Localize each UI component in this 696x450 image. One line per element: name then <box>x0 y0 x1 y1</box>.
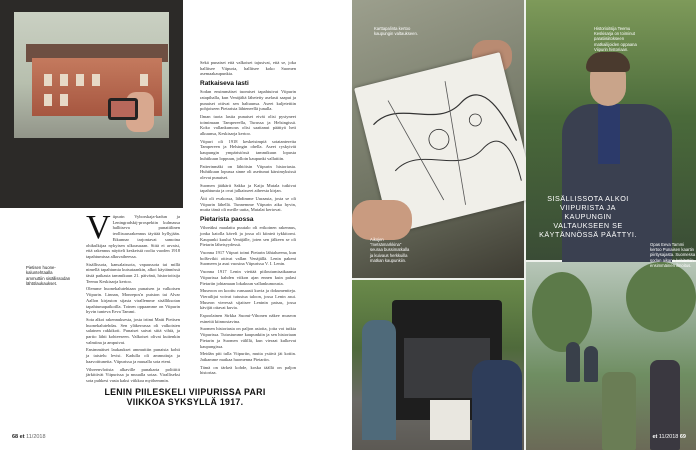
article-column-1 <box>86 209 180 386</box>
paragraph: Ensimmäiset laukaukset ammuttiin punaisia kohti ja taistelu levisi. Kadulla oli ammuttuja ja haavoittuneita. Viipurissa ja muualla sota eteni. <box>86 347 180 364</box>
person <box>584 346 598 382</box>
drop-cap: V <box>86 209 111 246</box>
paragraph: Sodan ensimmäiset tuomiset tapahtuivat Viipurin ratapihalla, kun Venäjältä lähetetty aselasti saapui ja punaiset ottivat sen haltuunsa. Aseet kuljetettiin pohjoiseen Pietarista lähteneellä junalla. <box>200 89 296 112</box>
paragraph: Suomen historiasta on paljon asioita, joita voi tutkia Viipurissa. Tutustumme kaupunkiin ja sen historiaan Pietarin ja Suomen välillä, kun vieraat kulkevat kaupungissa. <box>200 326 296 349</box>
page-folio-left <box>12 434 46 440</box>
page-folio-right <box>652 434 686 440</box>
person <box>362 320 396 440</box>
paragraph: Vuonna 1917 Lenin viettää piiloutumisaikaansa Viipurissa kahden viikon ajan ennen kuin palasi Pietariin johtamaan lokakuun vallankumousta. <box>200 269 296 286</box>
pull-quote-right: SISÄLLISSOTA ALKOI VIIPURISTA JA KAUPUNGIN VALTAUKSEEN SE KÄYTÄNNÖSSÄ PÄÄTTYI. <box>539 194 637 239</box>
paragraph: Museoon on koottu runsaasti kuvia ja dokumentteja. Vierailijat voivat tutustua taloon, jossa Lenin asui. Museon vieressä sijaitsee Leninin patsas, jossa kävijät ottavat kuvia. <box>200 288 296 311</box>
magazine-name: et <box>19 434 25 440</box>
paragraph: Vuonna 1917 Viipuri toimi Pietarin lähialueena, kun bolševikit ottivat vallan Venäjällä. Lenin pakeni Suomeen ja asui vuosina Viipurissa V. I. Lenin. <box>200 249 296 267</box>
bag <box>430 400 470 440</box>
paragraph: Patterinmäki on lähtöisin Viipurin historiasta. Huhtikuun lopussa sinne oli asettunut kärsimyksissä olevat punaiset. <box>200 163 296 180</box>
page-number: 69 <box>679 434 686 440</box>
crowd-caption: Aikojen "metsämarkkina" seuraa bussimatkalla ja kuivaus herkkuilla matkan kaupunkiin. <box>370 237 410 263</box>
crowd-photo <box>352 280 524 450</box>
person <box>472 360 522 450</box>
hand <box>352 200 412 240</box>
paragraph: Sisällissota, kansalaissota, vapaussota tai millä nimellä tapahtumia kutsutaankin, alkoi käytännössä tästä paikasta tammikuun 21. päivänä, historioitsija Teemu Keskisarja kertoo. <box>86 261 180 284</box>
pull-quote: LENIN PIILESKELI VIIPURISSA PARI VIIKKOA SYKSYLLÄ 1917. <box>104 387 266 407</box>
paragraph: iipurin Vyborskaja-kadun ja Leningradskij-prospektin kulmassa hallitseva punatiilinen teollisuusrakennus täyttää hyllyjään. Eikunnar tarjontavat samoina ohikulkijaa nykyisen ulkoasuaan. Siitä ei arvaisi, että rakennus näytteli keskeistä roolia vuoden 1918 tapahtumissa alkuvaiheessa. <box>86 214 180 259</box>
tour-photo <box>526 242 696 450</box>
person <box>602 372 636 450</box>
section-heading: Pietarista paossa <box>200 216 254 224</box>
article-column-2 <box>200 60 296 378</box>
paragraph: Sekä punaiset että valkoiset tajusivat, että se, joka hallitsee Viipuria, hallitsee koko Suomen asemaakaupunkia. <box>200 60 296 77</box>
map-caption: Karttapalinta kertoo kaupungin valtaukseen. <box>374 26 419 37</box>
historian-caption: Historioitsija Teemu Keskisarja on toiminut paratiisiitokseen matkailijoiden oppaana Viipurin historiaan. <box>594 26 637 52</box>
issue-number: 11/2018 <box>26 434 46 440</box>
paragraph: Äiti oli evakossa, lähdimme Uuraasta, josta se oli Viipurin lähellä. Tunnemme Viipurin aika hyvin, mutta tämä oli meille uutta, Mutalat kertovat. <box>200 196 296 213</box>
bus-window-photo <box>0 0 183 208</box>
paragraph: Meidän piti tulla Viipuriin, mutta ystävä jäi kotiin. Jatkamme matkaa huomenna Pietariin. <box>200 351 296 362</box>
issue-number: 11/2018 <box>658 434 679 440</box>
paragraph: Vihreäksi maalattu puutalo oli erikoinen rakennus, jonka katolla käveli ja jossa oli kiinteä tykkitorni. Kaupunki kuului Venäjälle, joten sen jälkeen se oli Pietarin läheisyydessä. <box>200 225 296 248</box>
bus-window-frame <box>0 0 183 208</box>
paragraph: Ilman tuota lastia punaiset eivät olisi pystyneet toimimaan Tampereella, Turussa ja Helsingissä. Koko vallankumous olisi saattanut päättyä heti alkuunsa, Keskisarja kertoo. <box>200 113 296 137</box>
shirt <box>598 104 620 164</box>
paragraph: Viipuri oli 1918 keskeisimpiä sotatantereita Tampereen ja Helsingin ohella. Aseet ryskyivät kaupungin ympäristössä tammikuun lopusta huhtikuun loppuun, jolloin kaupunki vallattiin. <box>200 138 296 161</box>
person <box>566 342 580 382</box>
paragraph: Tämä on tärkeä kohde, koska täällä on paljon historiaa. <box>200 364 296 376</box>
right-page <box>352 0 696 450</box>
paragraph: Vihreenvlotista alkaville punakarta politiitit järkittivät Viipurissa ja muualla sotaa. Viralliseksi sota puhkesi vasta kaksi viikkoa myöhemmin. <box>86 366 180 383</box>
paragraph: Suomen jääkärit Sakka ja Kaija Mutala tutkivat tapahtumia ja ovat julkaisseet aiheesta kirjan. <box>200 182 296 194</box>
paragraph: Sota alkoi rakennuksesta, josta irtimi Matti Pietisen huonekalutehdas. Sen yläkerrassa oli valkoisten salainen rakkikoti. Punaiset saivat siitä vihiä, ja partio lähti kohteeseen. Valkoiset olivat kuitenkin valmiina ja ampuivat. <box>86 316 180 345</box>
paragraph: Olemme huonekalutehtaan punaisen ja valkoisen Viipurin. Linnan, Monrepos'n puiston tai Alvar Aallon kirjaston sijasta virallemme sisälliksotan tapahtumapaikoilla. Toinen oppaamme on Viipurin hyvin tunteva Eeva Tammi. <box>86 286 180 315</box>
hair <box>586 52 630 72</box>
tour-caption: Opas Eeva Tammi kertoo Punaisen kaartin piiritysajasta. Suomessa sodan aikana kehitettiin ensimmäinen ilmoitus. <box>650 242 696 268</box>
section-heading: Ratkaiseva lasti <box>200 80 249 88</box>
magazine-name: et <box>652 434 658 440</box>
photo-caption-left: Pietisen huone-kaluntehtaalla ammuttiin sisällissodan lähtölaukaukset. <box>26 265 71 287</box>
paragraph: Espoolainen Sirkka Suomi-Vihonen näkee museon esineitä kiinnostavina. <box>200 313 296 324</box>
page-number: 68 <box>12 434 19 440</box>
